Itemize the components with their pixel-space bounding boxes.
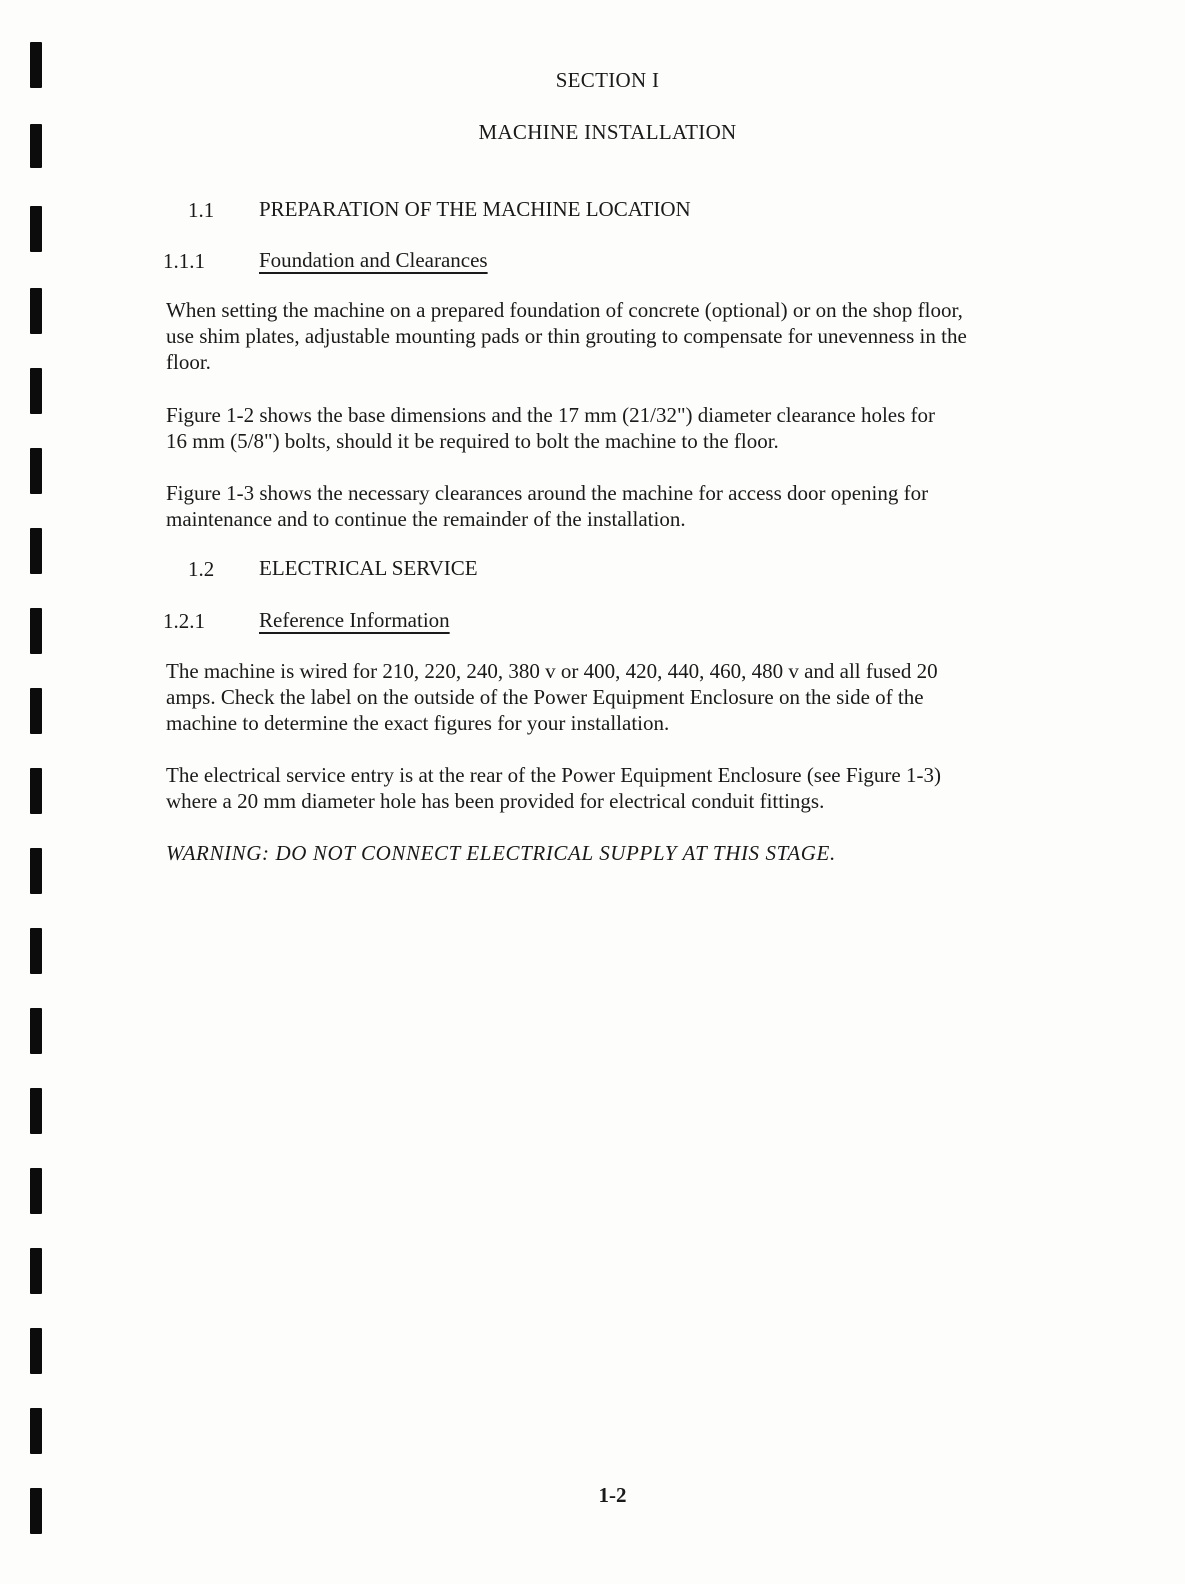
binding-holes — [30, 0, 44, 1584]
paragraph-foundation — [166, 297, 1066, 375]
warning-text: WARNING: DO NOT CONNECT ELECTRICAL SUPPLY AT THIS STAGE. — [166, 841, 836, 865]
binding-mark — [30, 448, 42, 494]
section-number: 1.2 — [188, 557, 215, 581]
subsection-number: 1.2.1 — [163, 609, 205, 633]
subsection-heading: Foundation and Clearances — [259, 248, 488, 272]
text-line: Figure 1-3 shows the necessary clearances around the machine for access door opening for — [166, 481, 929, 505]
paragraph-service-entry — [166, 762, 1066, 814]
text-line: floor. — [166, 350, 211, 374]
paragraph-figure-1-3 — [166, 480, 1066, 532]
text-line: maintenance and to continue the remainder of the installation. — [166, 507, 686, 531]
binding-mark — [30, 768, 42, 814]
paragraph-wiring — [166, 658, 1066, 736]
section-title: SECTION I — [555, 68, 660, 92]
page-number: 1-2 — [598, 1483, 627, 1507]
text-line: When setting the machine on a prepared foundation of concrete (optional) or on the shop floor, — [166, 298, 963, 322]
text-line: use shim plates, adjustable mounting pads or thin grouting to compensate for unevenness in the — [166, 324, 967, 348]
binding-mark — [30, 1328, 42, 1374]
subsection-heading: Reference Information — [259, 608, 450, 632]
text-line: 16 mm (5/8") bolts, should it be required to bolt the machine to the floor. — [166, 429, 779, 453]
binding-mark — [30, 368, 42, 414]
binding-mark — [30, 608, 42, 654]
text-line: amps. Check the label on the outside of the Power Equipment Enclosure on the side of the — [166, 685, 924, 709]
binding-mark — [30, 1088, 42, 1134]
binding-mark — [30, 848, 42, 894]
text-line: machine to determine the exact figures for your installation. — [166, 711, 670, 735]
section-number: 1.1 — [188, 198, 215, 222]
paragraph-figure-1-2 — [166, 402, 1066, 454]
binding-mark — [30, 528, 42, 574]
binding-mark — [30, 1008, 42, 1054]
binding-mark — [30, 688, 42, 734]
binding-mark — [30, 288, 42, 334]
section-heading: PREPARATION OF THE MACHINE LOCATION — [259, 197, 691, 221]
text-line: The machine is wired for 210, 220, 240, 380 v or 400, 420, 440, 460, 480 v and all fused 20 — [166, 659, 938, 683]
binding-mark — [30, 928, 42, 974]
binding-mark — [30, 1168, 42, 1214]
text-line: The electrical service entry is at the rear of the Power Equipment Enclosure (see Figure 1-3) — [166, 763, 941, 787]
binding-mark — [30, 1248, 42, 1294]
section-heading: ELECTRICAL SERVICE — [259, 556, 478, 580]
binding-mark — [30, 206, 42, 252]
text-line: where a 20 mm diameter hole has been provided for electrical conduit fittings. — [166, 789, 825, 813]
text-line: Figure 1-2 shows the base dimensions and the 17 mm (21/32") diameter clearance holes for — [166, 403, 936, 427]
subsection-number: 1.1.1 — [163, 249, 205, 273]
chapter-title: MACHINE INSTALLATION — [478, 120, 737, 144]
binding-mark — [30, 1408, 42, 1454]
